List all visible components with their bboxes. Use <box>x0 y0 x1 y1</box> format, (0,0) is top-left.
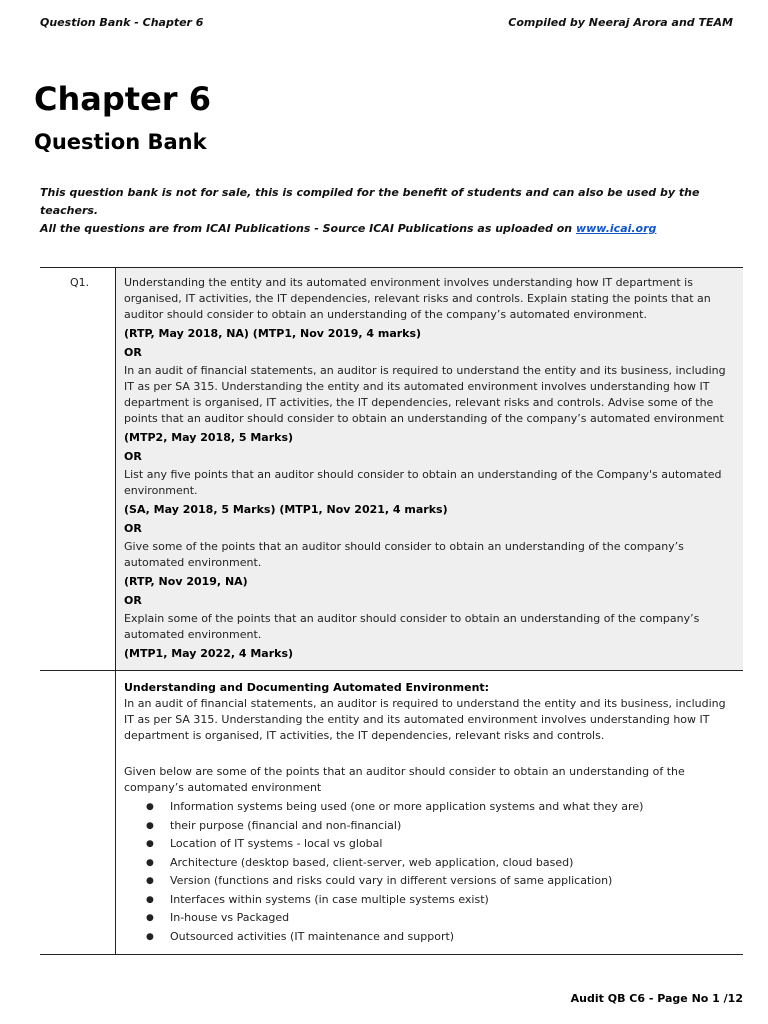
question-part-4-text: Give some of the points that an auditor should consider to obtain an understanding of the company’s automated environment. <box>124 540 684 569</box>
question-part-3-text: List any five points that an auditor should consider to obtain an understanding of the Company's automated environment. <box>124 468 722 497</box>
disclaimer <box>40 184 750 238</box>
list-item: ● their purpose (financial and non-financial) <box>170 817 735 836</box>
list-item: ● Version (functions and risks could vary in different versions of same application) <box>170 872 735 891</box>
bullet-icon: ● <box>146 839 154 849</box>
question-part-1-ref: (RTP, May 2018, NA) (MTP1, Nov 2019, 4 marks) <box>124 327 422 340</box>
question-part-5-ref: (MTP1, May 2022, 4 Marks) <box>124 647 294 660</box>
answer-content <box>116 671 743 954</box>
list-item: ● Information systems being used (one or more application systems and what they are) <box>170 798 735 817</box>
or-separator: OR <box>124 522 142 535</box>
question-part-2-ref: (MTP2, May 2018, 5 Marks) <box>124 431 294 444</box>
list-item: ● In-house vs Packaged <box>170 909 735 928</box>
question-table <box>40 267 743 955</box>
bullet-icon: ● <box>146 876 154 886</box>
bullet-icon: ● <box>146 931 154 942</box>
or-separator: OR <box>124 450 142 463</box>
or-separator: OR <box>124 594 142 607</box>
bullet-icon: ● <box>146 802 154 812</box>
answer-heading: Understanding and Documenting Automated Environment: <box>124 681 490 694</box>
running-header-left: Question Bank - Chapter 6 <box>40 16 204 29</box>
answer-lead: Given below are some of the points that an auditor should consider to obtain an understanding of the company’s automated environment <box>124 765 685 794</box>
icai-link[interactable]: www.icai.org <box>575 222 657 235</box>
answer-row <box>40 671 743 954</box>
list-item: ● Location of IT systems - local vs global <box>170 835 735 854</box>
question-number: Q1. <box>40 268 116 670</box>
answer-points-list <box>124 798 735 946</box>
list-item: ● Outsourced activities (IT maintenance and support) <box>170 928 735 947</box>
list-item: ● Architecture (desktop based, client-server, web application, cloud based) <box>170 854 735 873</box>
question-part-4-ref: (RTP, Nov 2019, NA) <box>124 575 248 588</box>
question-row <box>40 268 743 671</box>
bullet-icon: ● <box>146 894 154 905</box>
question-part-2-text: In an audit of financial statements, an auditor is required to understand the entity and its business, including IT as per SA 315. Understanding the entity and its automated environment involves understanding how IT department is organised, IT activities, the IT dependencies, relevant risks and controls. Advise some of the points that an auditor should consider to obtain an understanding of the company’s automated environment <box>124 364 726 425</box>
disclaimer-line-2 <box>40 220 750 238</box>
question-content <box>116 268 743 670</box>
running-header-right: Compiled by Neeraj Arora and TEAM <box>508 16 733 29</box>
question-part-5-text: Explain some of the points that an auditor should consider to obtain an understanding of the company’s automated environment. <box>124 612 700 641</box>
answer-number-cell <box>40 671 116 954</box>
question-part-3-ref: (SA, May 2018, 5 Marks) (MTP1, Nov 2021, 4 marks) <box>124 503 448 516</box>
bullet-icon: ● <box>146 913 154 923</box>
page-footer: Audit QB C6 - Page No 1 /12 <box>570 992 743 1005</box>
disclaimer-line-2-text: All the questions are from ICAI Publications - Source ICAI Publications as uploaded on <box>40 222 576 235</box>
chapter-subtitle: Question Bank <box>34 130 207 154</box>
list-item: ● Interfaces within systems (in case multiple systems exist) <box>170 891 735 910</box>
answer-intro: In an audit of financial statements, an auditor is required to understand the entity and its business, including IT as per SA 315. Understanding the entity and its automated environment involves understanding how IT department is organised, IT activities, the IT dependencies, relevant risks and controls. <box>124 697 726 742</box>
chapter-title: Chapter 6 <box>34 80 211 118</box>
bullet-icon: ● <box>146 820 154 831</box>
question-part-1-text: Understanding the entity and its automated environment involves understanding how IT department is organised, IT activities, the IT dependencies, relevant risks and controls. Explain stating the points that an auditor should consider to obtain an understanding of the company’s automated environment. <box>124 276 711 321</box>
or-separator: OR <box>124 346 142 359</box>
disclaimer-line-1: This question bank is not for sale, this is compiled for the benefit of students and can also be used by the teachers. <box>40 186 700 217</box>
bullet-icon: ● <box>146 857 154 868</box>
